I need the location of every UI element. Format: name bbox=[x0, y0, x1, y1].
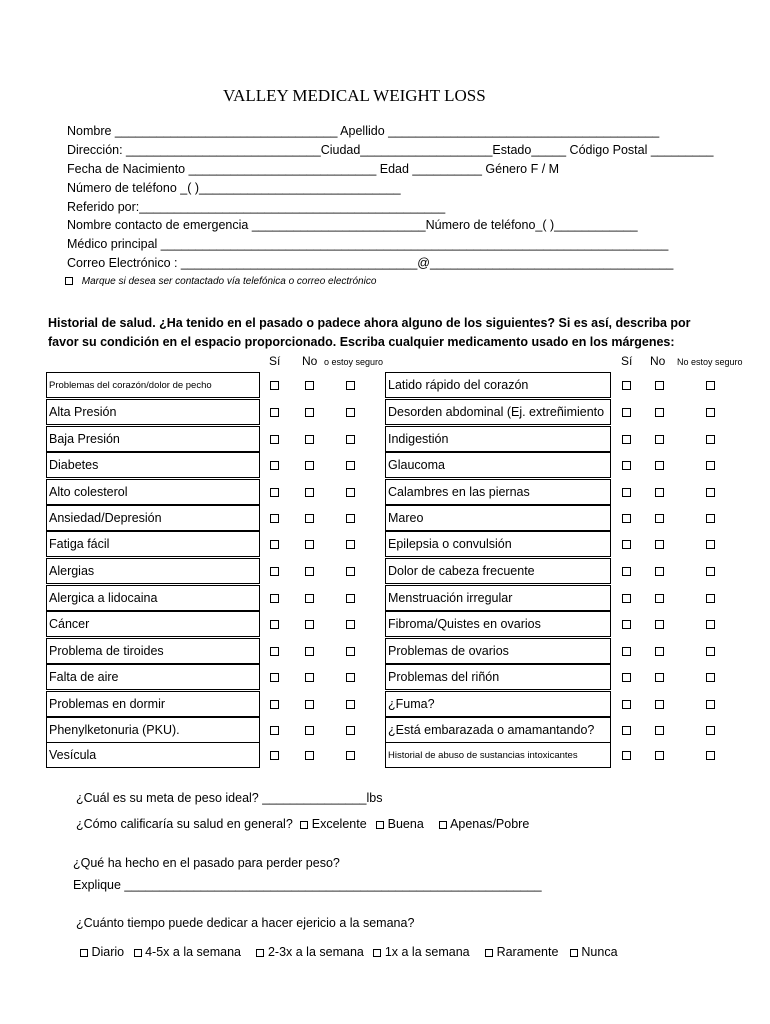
good-checkbox[interactable] bbox=[376, 821, 384, 829]
checkbox-unsure[interactable] bbox=[706, 540, 715, 549]
never-label: Nunca bbox=[581, 945, 618, 959]
2-3x-label: 2-3x a la semana bbox=[267, 945, 364, 959]
checkbox-yes[interactable] bbox=[622, 620, 631, 629]
good-label: Buena bbox=[387, 817, 424, 831]
checkbox-unsure[interactable] bbox=[706, 647, 715, 656]
form-title: VALLEY MEDICAL WEIGHT LOSS bbox=[223, 86, 486, 105]
condition-row-right: Problemas del riñón bbox=[385, 664, 611, 690]
condition-row-left: Phenylketonuria (PKU). bbox=[46, 717, 260, 743]
checkbox-unsure[interactable] bbox=[706, 751, 715, 760]
history-intro-2: favor su condición en el espacio proporcionado. Escriba cualquier medicamento usado en los márgenes: bbox=[48, 335, 675, 349]
header-no-left: No bbox=[302, 354, 318, 368]
address-line[interactable]: Dirección: ____________________________Ciudad___________________Estado_____ Código Postal _________ bbox=[67, 143, 714, 157]
checkbox-unsure[interactable] bbox=[706, 594, 715, 603]
exercise-question: ¿Cuánto tiempo puede dedicar a hacer ejericio a la semana? bbox=[76, 916, 415, 930]
checkbox-no[interactable] bbox=[305, 673, 314, 682]
condition-row-right: Desorden abdominal (Ej. extreñimiento bbox=[385, 399, 611, 425]
checkbox-yes[interactable] bbox=[270, 540, 279, 549]
header-yes-left: Sí bbox=[269, 354, 281, 368]
condition-row-right: Problemas de ovarios bbox=[385, 638, 611, 664]
health-rating-question: ¿Cómo calificaría su salud en general? bbox=[76, 817, 293, 831]
checkbox-no[interactable] bbox=[655, 673, 664, 682]
checkbox-yes[interactable] bbox=[270, 647, 279, 656]
1x-label: 1x a la semana bbox=[384, 945, 470, 959]
condition-row-left: Alta Presión bbox=[46, 399, 260, 425]
condition-row-left: Alergica a lidocaina bbox=[46, 585, 260, 611]
emergency-contact-line[interactable]: Nombre contacto de emergencia _________________________Número de teléfono_( )____________ bbox=[67, 218, 638, 232]
checkbox-unsure[interactable] bbox=[346, 647, 355, 656]
exercise-options bbox=[80, 945, 618, 959]
checkbox-unsure[interactable] bbox=[346, 673, 355, 682]
excellent-checkbox[interactable] bbox=[300, 821, 308, 829]
checkbox-yes[interactable] bbox=[270, 381, 279, 390]
condition-row-right: Epilepsia o convulsión bbox=[385, 531, 611, 557]
checkbox-yes[interactable] bbox=[622, 567, 631, 576]
checkbox-no[interactable] bbox=[305, 461, 314, 470]
checkbox-yes[interactable] bbox=[622, 408, 631, 417]
checkbox-no[interactable] bbox=[305, 514, 314, 523]
checkbox-no[interactable] bbox=[655, 620, 664, 629]
checkbox-unsure[interactable] bbox=[706, 488, 715, 497]
condition-row-right: Glaucoma bbox=[385, 452, 611, 478]
checkbox-no[interactable] bbox=[305, 408, 314, 417]
checkbox-yes[interactable] bbox=[270, 514, 279, 523]
checkbox-unsure[interactable] bbox=[706, 461, 715, 470]
condition-row-left: Diabetes bbox=[46, 452, 260, 478]
checkbox-no[interactable] bbox=[305, 620, 314, 629]
condition-row-right: Historial de abuso de sustancias intoxicantes bbox=[385, 742, 611, 768]
condition-row-right: ¿Fuma? bbox=[385, 691, 611, 717]
header-yes-right: Sí bbox=[621, 354, 633, 368]
checkbox-no[interactable] bbox=[655, 435, 664, 444]
referred-line[interactable]: Referido por:____________________________________________ bbox=[67, 200, 446, 214]
checkbox-no[interactable] bbox=[305, 726, 314, 735]
header-no-right: No bbox=[650, 354, 666, 368]
checkbox-yes[interactable] bbox=[270, 408, 279, 417]
checkbox-unsure[interactable] bbox=[706, 381, 715, 390]
condition-row-right: ¿Está embarazada o amamantando? bbox=[385, 717, 611, 743]
checkbox-no[interactable] bbox=[305, 594, 314, 603]
checkbox-no[interactable] bbox=[305, 540, 314, 549]
checkbox-yes[interactable] bbox=[622, 700, 631, 709]
goal-weight-question[interactable]: ¿Cuál es su meta de peso ideal? _______________lbs bbox=[76, 791, 383, 805]
birthdate-line[interactable]: Fecha de Nacimiento ___________________________ Edad __________ Género F / M bbox=[67, 162, 560, 176]
checkbox-unsure[interactable] bbox=[346, 408, 355, 417]
checkbox-no[interactable] bbox=[305, 488, 314, 497]
checkbox-no[interactable] bbox=[655, 647, 664, 656]
header-unsure-left: o estoy seguro bbox=[324, 357, 384, 367]
checkbox-unsure[interactable] bbox=[346, 514, 355, 523]
condition-row-left: Falta de aire bbox=[46, 664, 260, 690]
checkbox-unsure[interactable] bbox=[706, 408, 715, 417]
daily-checkbox[interactable] bbox=[80, 949, 88, 957]
checkbox-unsure[interactable] bbox=[346, 381, 355, 390]
condition-row-left: Baja Presión bbox=[46, 426, 260, 452]
checkbox-no[interactable] bbox=[655, 567, 664, 576]
checkbox-yes[interactable] bbox=[622, 540, 631, 549]
condition-row-right: Menstruación irregular bbox=[385, 585, 611, 611]
condition-row-left: Alto colesterol bbox=[46, 479, 260, 505]
checkbox-no[interactable] bbox=[655, 488, 664, 497]
email-line[interactable]: Correo Electrónico : __________________________________@___________________________________ bbox=[67, 256, 674, 270]
checkbox-yes[interactable] bbox=[622, 751, 631, 760]
checkbox-no[interactable] bbox=[655, 726, 664, 735]
never-checkbox[interactable] bbox=[570, 949, 578, 957]
checkbox-unsure[interactable] bbox=[346, 488, 355, 497]
rarely-label: Raramente bbox=[496, 945, 559, 959]
checkbox-unsure[interactable] bbox=[346, 700, 355, 709]
contact-preference bbox=[65, 276, 376, 287]
4-5x-checkbox[interactable] bbox=[134, 949, 142, 957]
daily-label: Diario bbox=[91, 945, 125, 959]
checkbox-no[interactable] bbox=[305, 700, 314, 709]
checkbox-no[interactable] bbox=[305, 567, 314, 576]
checkbox-no[interactable] bbox=[655, 594, 664, 603]
past-weight-loss-question: ¿Qué ha hecho en el pasado para perder peso? bbox=[73, 856, 340, 870]
checkbox-no[interactable] bbox=[655, 751, 664, 760]
checkbox-yes[interactable] bbox=[622, 461, 631, 470]
checkbox-unsure[interactable] bbox=[346, 726, 355, 735]
checkbox-no[interactable] bbox=[305, 435, 314, 444]
4-5x-label: 4-5x a la semana bbox=[145, 945, 241, 959]
condition-row-right: Latido rápido del corazón bbox=[385, 372, 611, 398]
checkbox-no[interactable] bbox=[655, 700, 664, 709]
checkbox-unsure[interactable] bbox=[346, 435, 355, 444]
rarely-checkbox[interactable] bbox=[485, 949, 493, 957]
checkbox-no[interactable] bbox=[305, 751, 314, 760]
name-line[interactable]: Nombre ________________________________ Apellido _______________________________________ bbox=[67, 124, 660, 138]
2-3x-checkbox[interactable] bbox=[256, 949, 264, 957]
explain-line[interactable]: Explique ____________________________________________________________ bbox=[73, 878, 542, 892]
checkbox-yes[interactable] bbox=[270, 488, 279, 497]
checkbox-yes[interactable] bbox=[622, 435, 631, 444]
1x-checkbox[interactable] bbox=[373, 949, 381, 957]
checkbox-yes[interactable] bbox=[622, 594, 631, 603]
checkbox-yes[interactable] bbox=[622, 514, 631, 523]
checkbox-yes[interactable] bbox=[270, 700, 279, 709]
excellent-label: Excelente bbox=[311, 817, 367, 831]
checkbox-yes[interactable] bbox=[270, 435, 279, 444]
checkbox-unsure[interactable] bbox=[346, 567, 355, 576]
checkbox-yes[interactable] bbox=[622, 647, 631, 656]
checkbox-unsure[interactable] bbox=[346, 594, 355, 603]
checkbox-yes[interactable] bbox=[270, 567, 279, 576]
phone-line[interactable]: Número de teléfono _( )_____________________________ bbox=[67, 181, 401, 195]
checkbox-yes[interactable] bbox=[270, 726, 279, 735]
checkbox-unsure[interactable] bbox=[346, 620, 355, 629]
poor-checkbox[interactable] bbox=[439, 821, 447, 829]
condition-row-left: Cáncer bbox=[46, 611, 260, 637]
condition-row-left: Problema de tiroides bbox=[46, 638, 260, 664]
condition-row-right: Fibroma/Quistes en ovarios bbox=[385, 611, 611, 637]
checkbox-yes[interactable] bbox=[270, 620, 279, 629]
condition-row-right: Indigestión bbox=[385, 426, 611, 452]
checkbox-yes[interactable] bbox=[622, 726, 631, 735]
checkbox-unsure[interactable] bbox=[706, 435, 715, 444]
health-rating-row bbox=[76, 817, 529, 831]
condition-row-left: Fatiga fácil bbox=[46, 531, 260, 557]
checkbox-yes[interactable] bbox=[270, 751, 279, 760]
contact-note: Marque si desea ser contactado vía telefónica o correo electrónico bbox=[81, 276, 377, 287]
checkbox-no[interactable] bbox=[305, 647, 314, 656]
condition-row-right: Dolor de cabeza frecuente bbox=[385, 558, 611, 584]
checkbox-unsure[interactable] bbox=[706, 620, 715, 629]
checkbox-yes[interactable] bbox=[270, 461, 279, 470]
poor-label: Apenas/Pobre bbox=[450, 817, 530, 831]
condition-row-left: Problemas del corazón/dolor de pecho bbox=[46, 372, 260, 398]
checkbox-yes[interactable] bbox=[622, 673, 631, 682]
condition-row-left: Vesícula bbox=[46, 742, 260, 768]
header-unsure-right: No estoy seguro bbox=[677, 357, 743, 367]
checkbox-unsure[interactable] bbox=[346, 461, 355, 470]
checkbox-unsure[interactable] bbox=[706, 673, 715, 682]
checkbox-unsure[interactable] bbox=[706, 567, 715, 576]
checkbox-unsure[interactable] bbox=[346, 540, 355, 549]
checkbox-yes[interactable] bbox=[622, 381, 631, 390]
checkbox-no[interactable] bbox=[305, 381, 314, 390]
checkbox-no[interactable] bbox=[655, 408, 664, 417]
checkbox-no[interactable] bbox=[655, 461, 664, 470]
condition-row-right: Calambres en las piernas bbox=[385, 479, 611, 505]
doctor-line[interactable]: Médico principal _________________________________________________________________________ bbox=[67, 237, 669, 251]
condition-row-left: Problemas en dormir bbox=[46, 691, 260, 717]
condition-row-right: Mareo bbox=[385, 505, 611, 531]
checkbox-unsure[interactable] bbox=[706, 700, 715, 709]
checkbox-unsure[interactable] bbox=[346, 751, 355, 760]
checkbox-unsure[interactable] bbox=[706, 514, 715, 523]
checkbox-no[interactable] bbox=[655, 514, 664, 523]
checkbox-yes[interactable] bbox=[270, 673, 279, 682]
contact-checkbox[interactable] bbox=[65, 277, 73, 285]
checkbox-no[interactable] bbox=[655, 381, 664, 390]
history-intro-1: Historial de salud. ¿Ha tenido en el pasado o padece ahora alguno de los siguientes? Si es así, describa por bbox=[48, 316, 691, 330]
checkbox-no[interactable] bbox=[655, 540, 664, 549]
checkbox-yes[interactable] bbox=[270, 594, 279, 603]
checkbox-unsure[interactable] bbox=[706, 726, 715, 735]
condition-row-left: Alergias bbox=[46, 558, 260, 584]
checkbox-yes[interactable] bbox=[622, 488, 631, 497]
condition-row-left: Ansiedad/Depresión bbox=[46, 505, 260, 531]
